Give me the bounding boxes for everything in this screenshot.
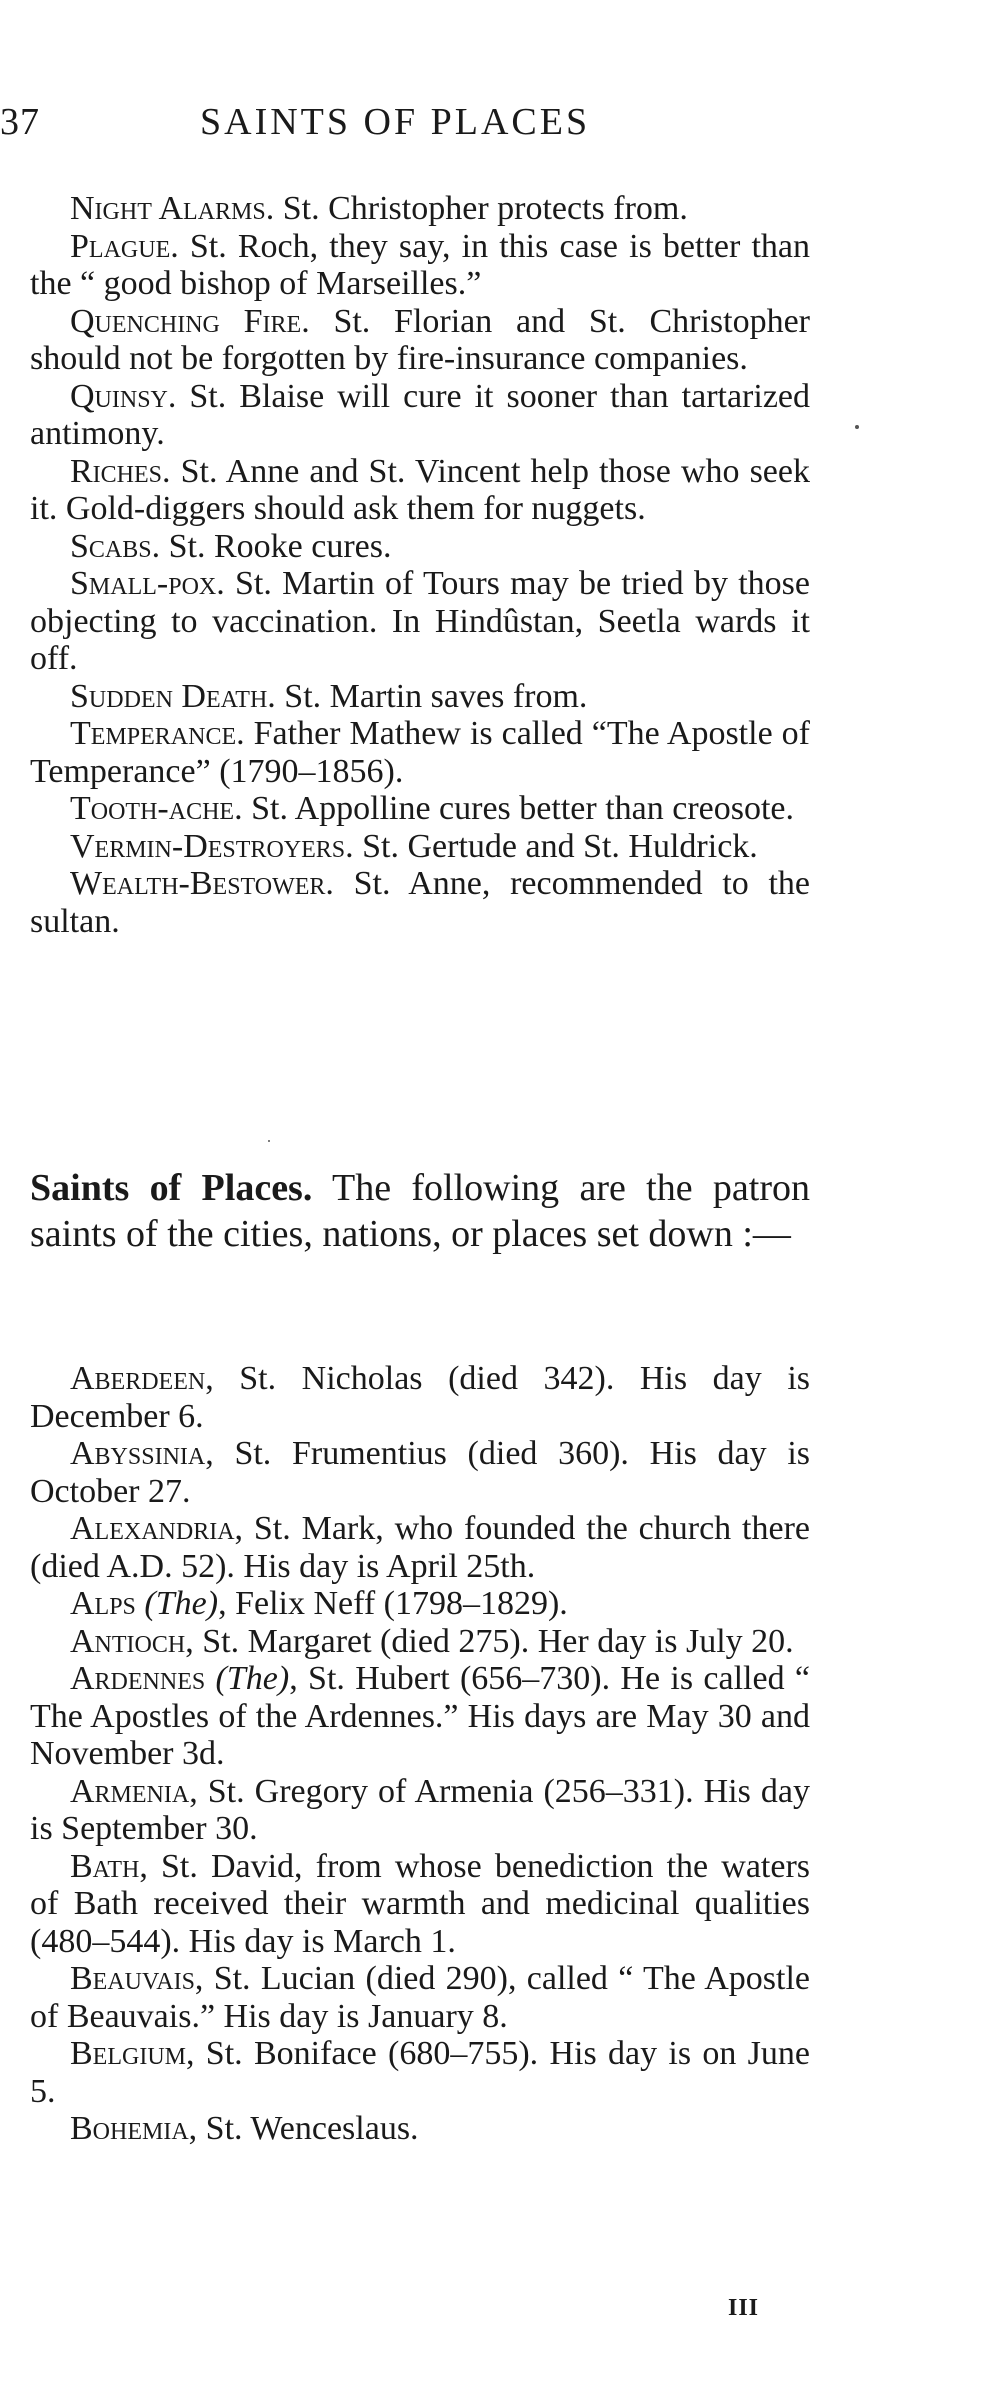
entries-top <box>30 190 810 940</box>
entry-text: , St. Wenceslaus. <box>188 2110 419 2147</box>
entry <box>30 565 810 678</box>
entry-term: Riches. <box>70 452 171 490</box>
signature-mark: III <box>728 2295 760 2321</box>
entry-text: St. Gertude and St. Huldrick. <box>353 827 758 865</box>
entry <box>30 865 810 940</box>
entry <box>30 715 810 790</box>
entry-text: St. Rooke cures. <box>160 527 392 565</box>
entry-text: St. Roch, they say, in this case is better than the “ good bishop of Marseilles.” <box>30 227 810 302</box>
entry <box>30 2110 810 2148</box>
entry-qualifier: (The) <box>205 1660 290 1697</box>
ink-speck <box>268 1140 270 1142</box>
entry <box>30 528 810 566</box>
entry-term: Antioch <box>70 1622 186 1660</box>
entry-term: Beauvais <box>70 1960 195 1997</box>
entry-term: Alexandria <box>70 1510 235 1547</box>
entry-term: Scabs. <box>70 527 161 565</box>
entry-text: , St. Boniface (680–755). His day is on June 5. <box>30 2035 810 2110</box>
entry-term: Quinsy. <box>70 377 177 415</box>
entry <box>30 1623 810 1661</box>
entry-term: Tooth-ache. <box>70 790 243 827</box>
entry <box>30 303 810 378</box>
entry-term: Quenching Fire. <box>70 302 310 340</box>
entry-term: Vermin-Destroyers. <box>70 827 354 865</box>
entry-text: , St. Frumentius (died 360). His day is October 27. <box>30 1435 810 1510</box>
entry-term: Bohemia <box>70 2110 189 2147</box>
entry-term: Abyssinia <box>70 1435 206 1472</box>
entry-term: Small-pox. <box>70 565 225 602</box>
entry <box>30 378 810 453</box>
entry-text: Father Mathew is called “The Apostle of Temperance” (1790–1856). <box>30 715 810 790</box>
entry <box>30 678 810 716</box>
entry-term: Wealth-Bestower. <box>70 865 334 902</box>
entry <box>30 453 810 528</box>
entry-text: St. Florian and St. Christopher should not be forgotten by fire-insurance companies. <box>30 302 810 377</box>
entry-text: , Felix Neff (1798–1829). <box>218 1585 568 1622</box>
entry-text: St. Blaise will cure it sooner than tartarized antimony. <box>30 377 810 452</box>
entry-term: Sudden Death. <box>70 677 276 715</box>
entries-places <box>30 1360 810 2148</box>
entry <box>30 1660 810 1773</box>
entry <box>30 1773 810 1848</box>
ink-speck <box>855 425 859 429</box>
entry-text: St. Christopher protects from. <box>274 190 688 227</box>
section-title: Saints of Places. <box>30 1167 313 1209</box>
entry-term: Belgium <box>70 2035 186 2072</box>
entry-text: St. Appolline cures better than creosote. <box>242 790 794 827</box>
entry <box>30 1435 810 1510</box>
entry-term: Plague. <box>70 227 179 265</box>
entry-term: Armenia <box>70 1772 190 1810</box>
entry-term: Night Alarms. <box>70 190 275 227</box>
entry <box>30 790 810 828</box>
entry-term: Aberdeen <box>70 1360 206 1397</box>
page-number: 37 <box>0 101 40 143</box>
entry <box>30 2035 810 2110</box>
entry-term: Temperance. <box>70 715 245 752</box>
entry-text: St. Martin saves from. <box>275 677 588 715</box>
entry-text: , St. Lucian (died 290), called “ The Apostle of Beauvais.” His day is January 8. <box>30 1960 810 2035</box>
entry-text: St. Martin of Tours may be tried by those objecting to vaccination. In Hindûstan, Seetla wards it off. <box>30 565 810 677</box>
entry-text: , St. Nicholas (died 342). His day is December 6. <box>30 1360 810 1435</box>
running-title: SAINTS OF PLACES <box>200 101 591 143</box>
entry <box>30 190 810 228</box>
entry <box>30 1360 810 1435</box>
entry-term: Bath <box>70 1847 140 1885</box>
entry-text: , St. Gregory of Armenia (256–331). His day is September 30. <box>30 1772 810 1847</box>
entry-term: Alps <box>70 1585 136 1622</box>
entry <box>30 1848 810 1961</box>
entry-text: , St. Mark, who founded the church there (died A.D. 52). His day is April 25th. <box>30 1510 810 1585</box>
entry-text: St. Anne, recommended to the sultan. <box>30 865 810 940</box>
entry <box>30 1585 810 1623</box>
entry-text: St. Anne and St. Vincent help those who seek it. Gold-diggers should ask them for nuggets. <box>30 452 810 527</box>
section-heading <box>30 1165 810 1257</box>
entry <box>30 1960 810 2035</box>
entry <box>30 1510 810 1585</box>
entry-text: , St. Margaret (died 275). Her day is July 20. <box>185 1622 794 1660</box>
entry-text: , St. David, from whose benediction the waters of Bath received their warmth and medicinal qualities (480–544). His day is March 1. <box>30 1847 810 1960</box>
entry <box>30 828 810 866</box>
entry <box>30 228 810 303</box>
entry-text: , St. Hubert (656–730). He is called “ The Apostles of the Ardennes.” His days are May 30 and November 3d. <box>30 1660 810 1772</box>
section-intro: The following are the patron saints of the cities, nations, or places set down :— <box>30 1167 810 1255</box>
entry-qualifier: (The) <box>135 1585 219 1622</box>
entry-term: Ardennes <box>70 1660 206 1697</box>
